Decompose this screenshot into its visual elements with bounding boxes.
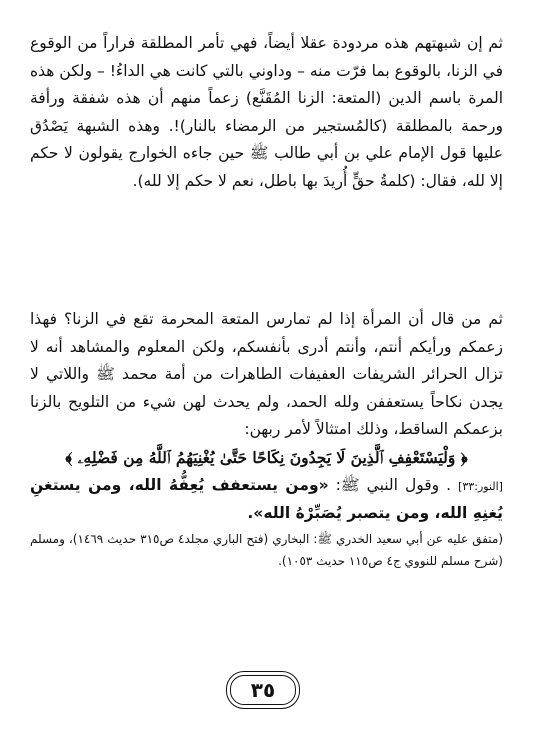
hadith-intro: . وقول النبي ﷺ:	[335, 475, 452, 494]
hadith-source-note: (متفق عليه عن أبي سعيد الخدري ﷺ: البخاري (فتح الباري مجلد٤ ص٣١٥ حديث ١٤٦٩)، ومسلم (شرح مسلم للنووي ج٤ ص١١٥ حديث ١٠٥٣).	[30, 531, 503, 568]
paragraph-2-intro: ثم من قال أن المرأة إذا لم تمارس المتعة المحرمة تقع في الزنا؟ فهذا زعمكم ورأيكم أنتم، وأنتم أدرى بأنفسكم، ولكن المعلوم والمشاهد أنه لا تزال الحرائر الشريفات العفيفات الطاهرات من أمة محمد ﷺ واللاتي لا يجدن نكاحاً يستعففن ولله الحمد، ولم يحدث لهن شيء من التلويح بالزنا بزعمكم الساقط، وذلك امتثالاً لأمر ربهن:	[30, 310, 503, 439]
page-number: ٣٥	[250, 678, 276, 702]
paragraph-2	[30, 306, 503, 572]
page-number-badge	[226, 671, 300, 709]
hadith-text: «ومن يستعفف يُعِفُّهُ الله، ومن يستغنِ يُغنِهِ الله، ومن يتصبر يُصَبِّرْهُ الله».	[30, 475, 503, 523]
paragraph-1: ثم إن شبهتهم هذه مردودة عقلا أيضاً، فهي تأمر المطلقة فراراً من الوقوع في الزنا، بالوقوع بما فرّت منه – وداوني بالتي كانت هي الداءُ! – ولكن هذه المرة باسم الدين (المتعة: الزنا المُقَنَّع) زعماً منهم أن هذه شفقة ورأفة ورحمة بالمطلقة (كالمُستجير من الرمضاء بالنار)!. وهذه الشبهة يَصْدُق عليها قول الإمام علي بن أبي طالب ﷺ حين جاءه الخوارج يقولون لا حكم إلا لله، فقال: (كلمةُ حقٍّ أُريدَ بها باطل، نعم لا حكم إلا لله).	[30, 34, 503, 190]
quran-verse: ﴿ وَلْيَسْتَعْفِفِ ٱلَّذِينَ لَا يَجِدُونَ نِكَاحًا حَتَّىٰ يُغْنِيَهُمُ ٱللَّهُ مِن فَضْلِهِۦ ﴾	[65, 447, 468, 467]
quran-reference: [النور:٣٣]	[458, 479, 503, 493]
